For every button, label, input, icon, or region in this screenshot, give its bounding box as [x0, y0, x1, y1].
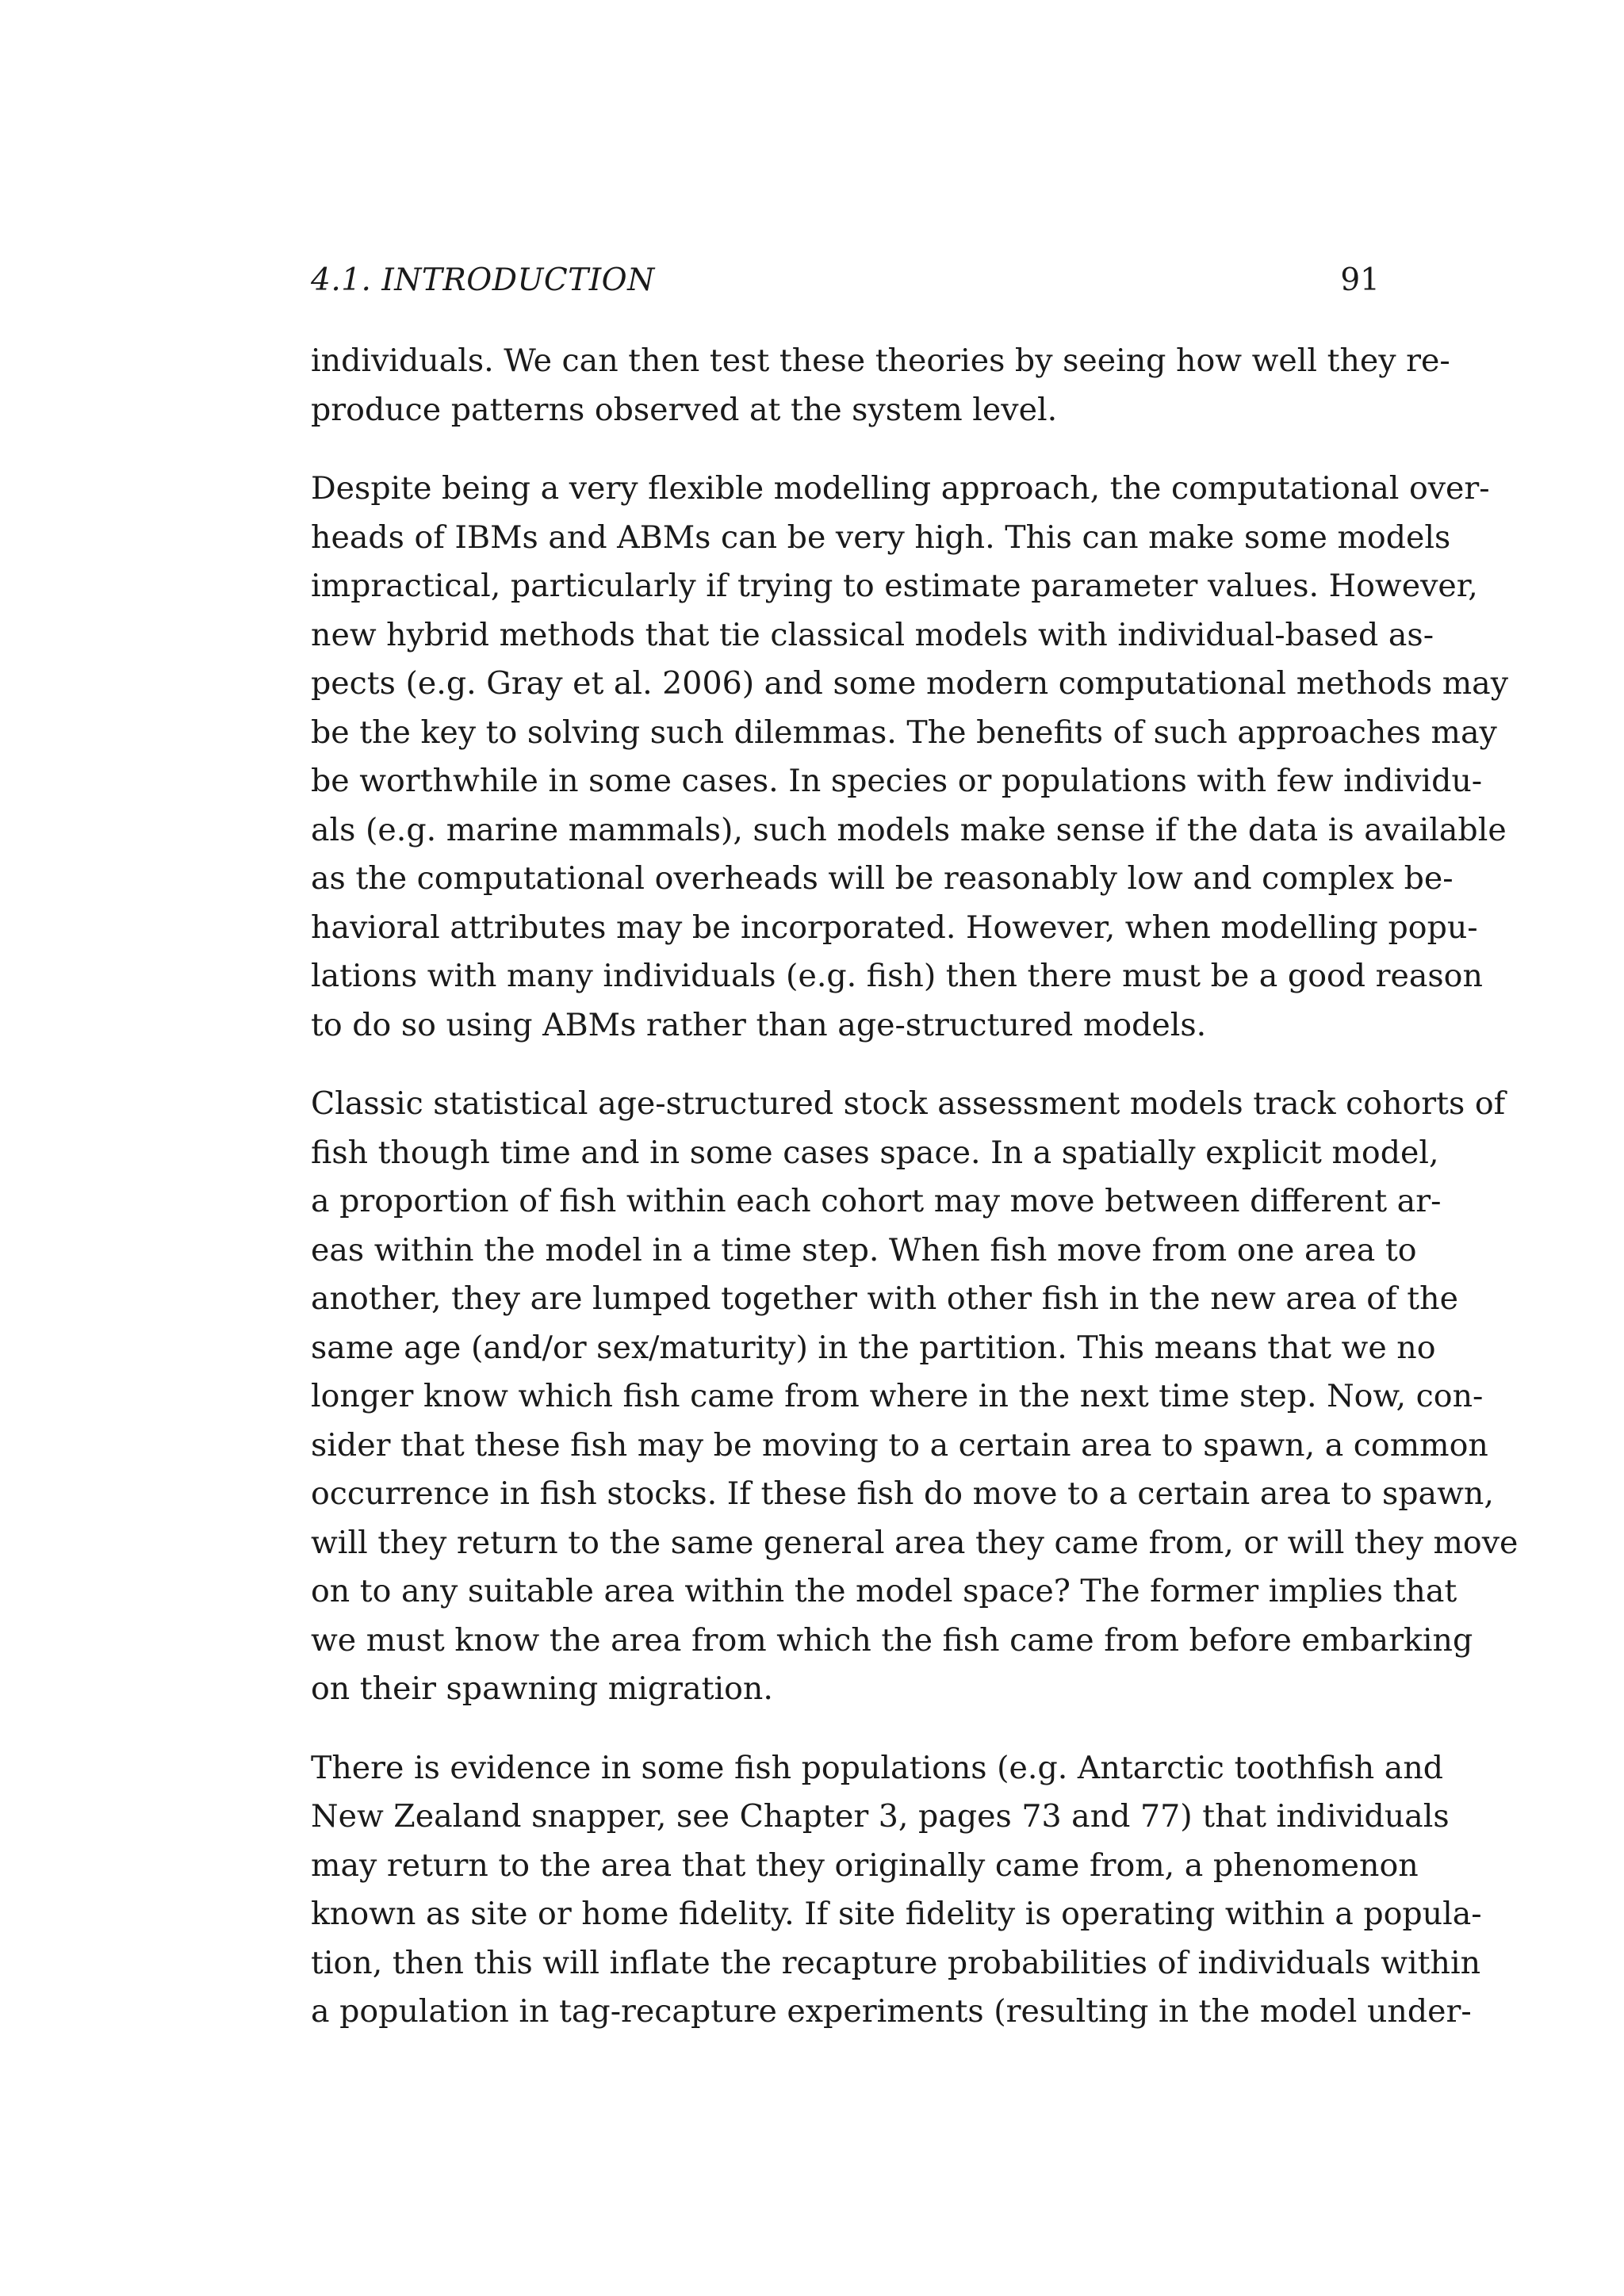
body-text — [311, 337, 1519, 2067]
text-line: on to any suitable area within the model space? The former implies that — [311, 1573, 1457, 1609]
text-line: pects (e.g. Gray et al. 2006) and some modern computational methods may — [311, 665, 1509, 702]
text-line: we must know the area from which the fish came from before embarking — [311, 1621, 1473, 1659]
paragraph-1 — [311, 337, 1450, 434]
text-line: a population in tag-recapture experiments (resulting in the model under- — [311, 1993, 1472, 2030]
running-header — [311, 258, 1380, 303]
text-line: will they return to the same general area they came from, or will they move — [311, 1524, 1519, 1561]
page-number: 91 — [1340, 262, 1380, 298]
text-line: Classic statistical age-structured stock assessment models track cohorts of — [311, 1085, 1506, 1122]
text-line: sider that these fish may be moving to a certain area to spawn, a common — [311, 1426, 1488, 1464]
text-line: New Zealand snapper, see Chapter 3, pages 73 and 77) that individuals — [311, 1798, 1450, 1835]
text-line: tion, then this will inflate the recapture probabilities of individuals within — [311, 1944, 1481, 1981]
text-line: heads of IBMs and ABMs can be very high. This can make some models — [311, 519, 1451, 556]
text-line: be worthwhile in some cases. In species or populations with few individu- — [311, 763, 1483, 799]
text-line: may return to the area that they originally came from, a phenomenon — [311, 1846, 1419, 1884]
text-line: lations with many individuals (e.g. fish) then there must be a good reason — [311, 958, 1483, 994]
text-line: eas within the model in a time step. When fish move from one area to — [311, 1231, 1417, 1269]
paragraph-2 — [311, 465, 1509, 1050]
text-line: Despite being a very flexible modelling approach, the computational over- — [311, 470, 1490, 507]
text-line: longer know which fish came from where in the next time step. Now, con- — [311, 1378, 1484, 1414]
section-title: 4.1. INTRODUCTION — [311, 262, 655, 298]
text-line: a proportion of fish within each cohort may move between different ar- — [311, 1183, 1442, 1219]
text-line: new hybrid methods that tie classical models with individual-based as- — [311, 616, 1434, 653]
text-line: impractical, particularly if trying to estimate parameter values. However, — [311, 568, 1478, 604]
text-line: on their spawning migration. — [311, 1670, 773, 1707]
paragraph-3 — [311, 1080, 1519, 1714]
paragraph-4 — [311, 1744, 1482, 2037]
text-line: another, they are lumped together with other fish in the new area of the — [311, 1280, 1458, 1317]
text-line: havioral attributes may be incorporated. However, when modelling popu- — [311, 909, 1478, 946]
text-line: produce patterns observed at the system level. — [311, 391, 1058, 428]
text-line: be the key to solving such dilemmas. The benefits of such approaches may — [311, 714, 1497, 751]
text-line: individuals. We can then test these theories by seeing how well they re- — [311, 342, 1450, 379]
text-line: There is evidence in some fish populations (e.g. Antarctic toothfish and — [311, 1749, 1444, 1786]
text-line: as the computational overheads will be reasonably low and complex be- — [311, 860, 1454, 897]
text-line: occurrence in fish stocks. If these fish do move to a certain area to spawn, — [311, 1475, 1494, 1512]
text-line: known as site or home fidelity. If site fidelity is operating within a popula- — [311, 1896, 1482, 1932]
text-line: als (e.g. marine mammals), such models make sense if the data is available — [311, 811, 1507, 848]
text-line: fish though time and in some cases space. In a spatially explicit model, — [311, 1134, 1439, 1171]
text-line: to do so using ABMs rather than age-structured models. — [311, 1006, 1207, 1043]
text-line: same age (and/or sex/maturity) in the partition. This means that we no — [311, 1329, 1436, 1366]
